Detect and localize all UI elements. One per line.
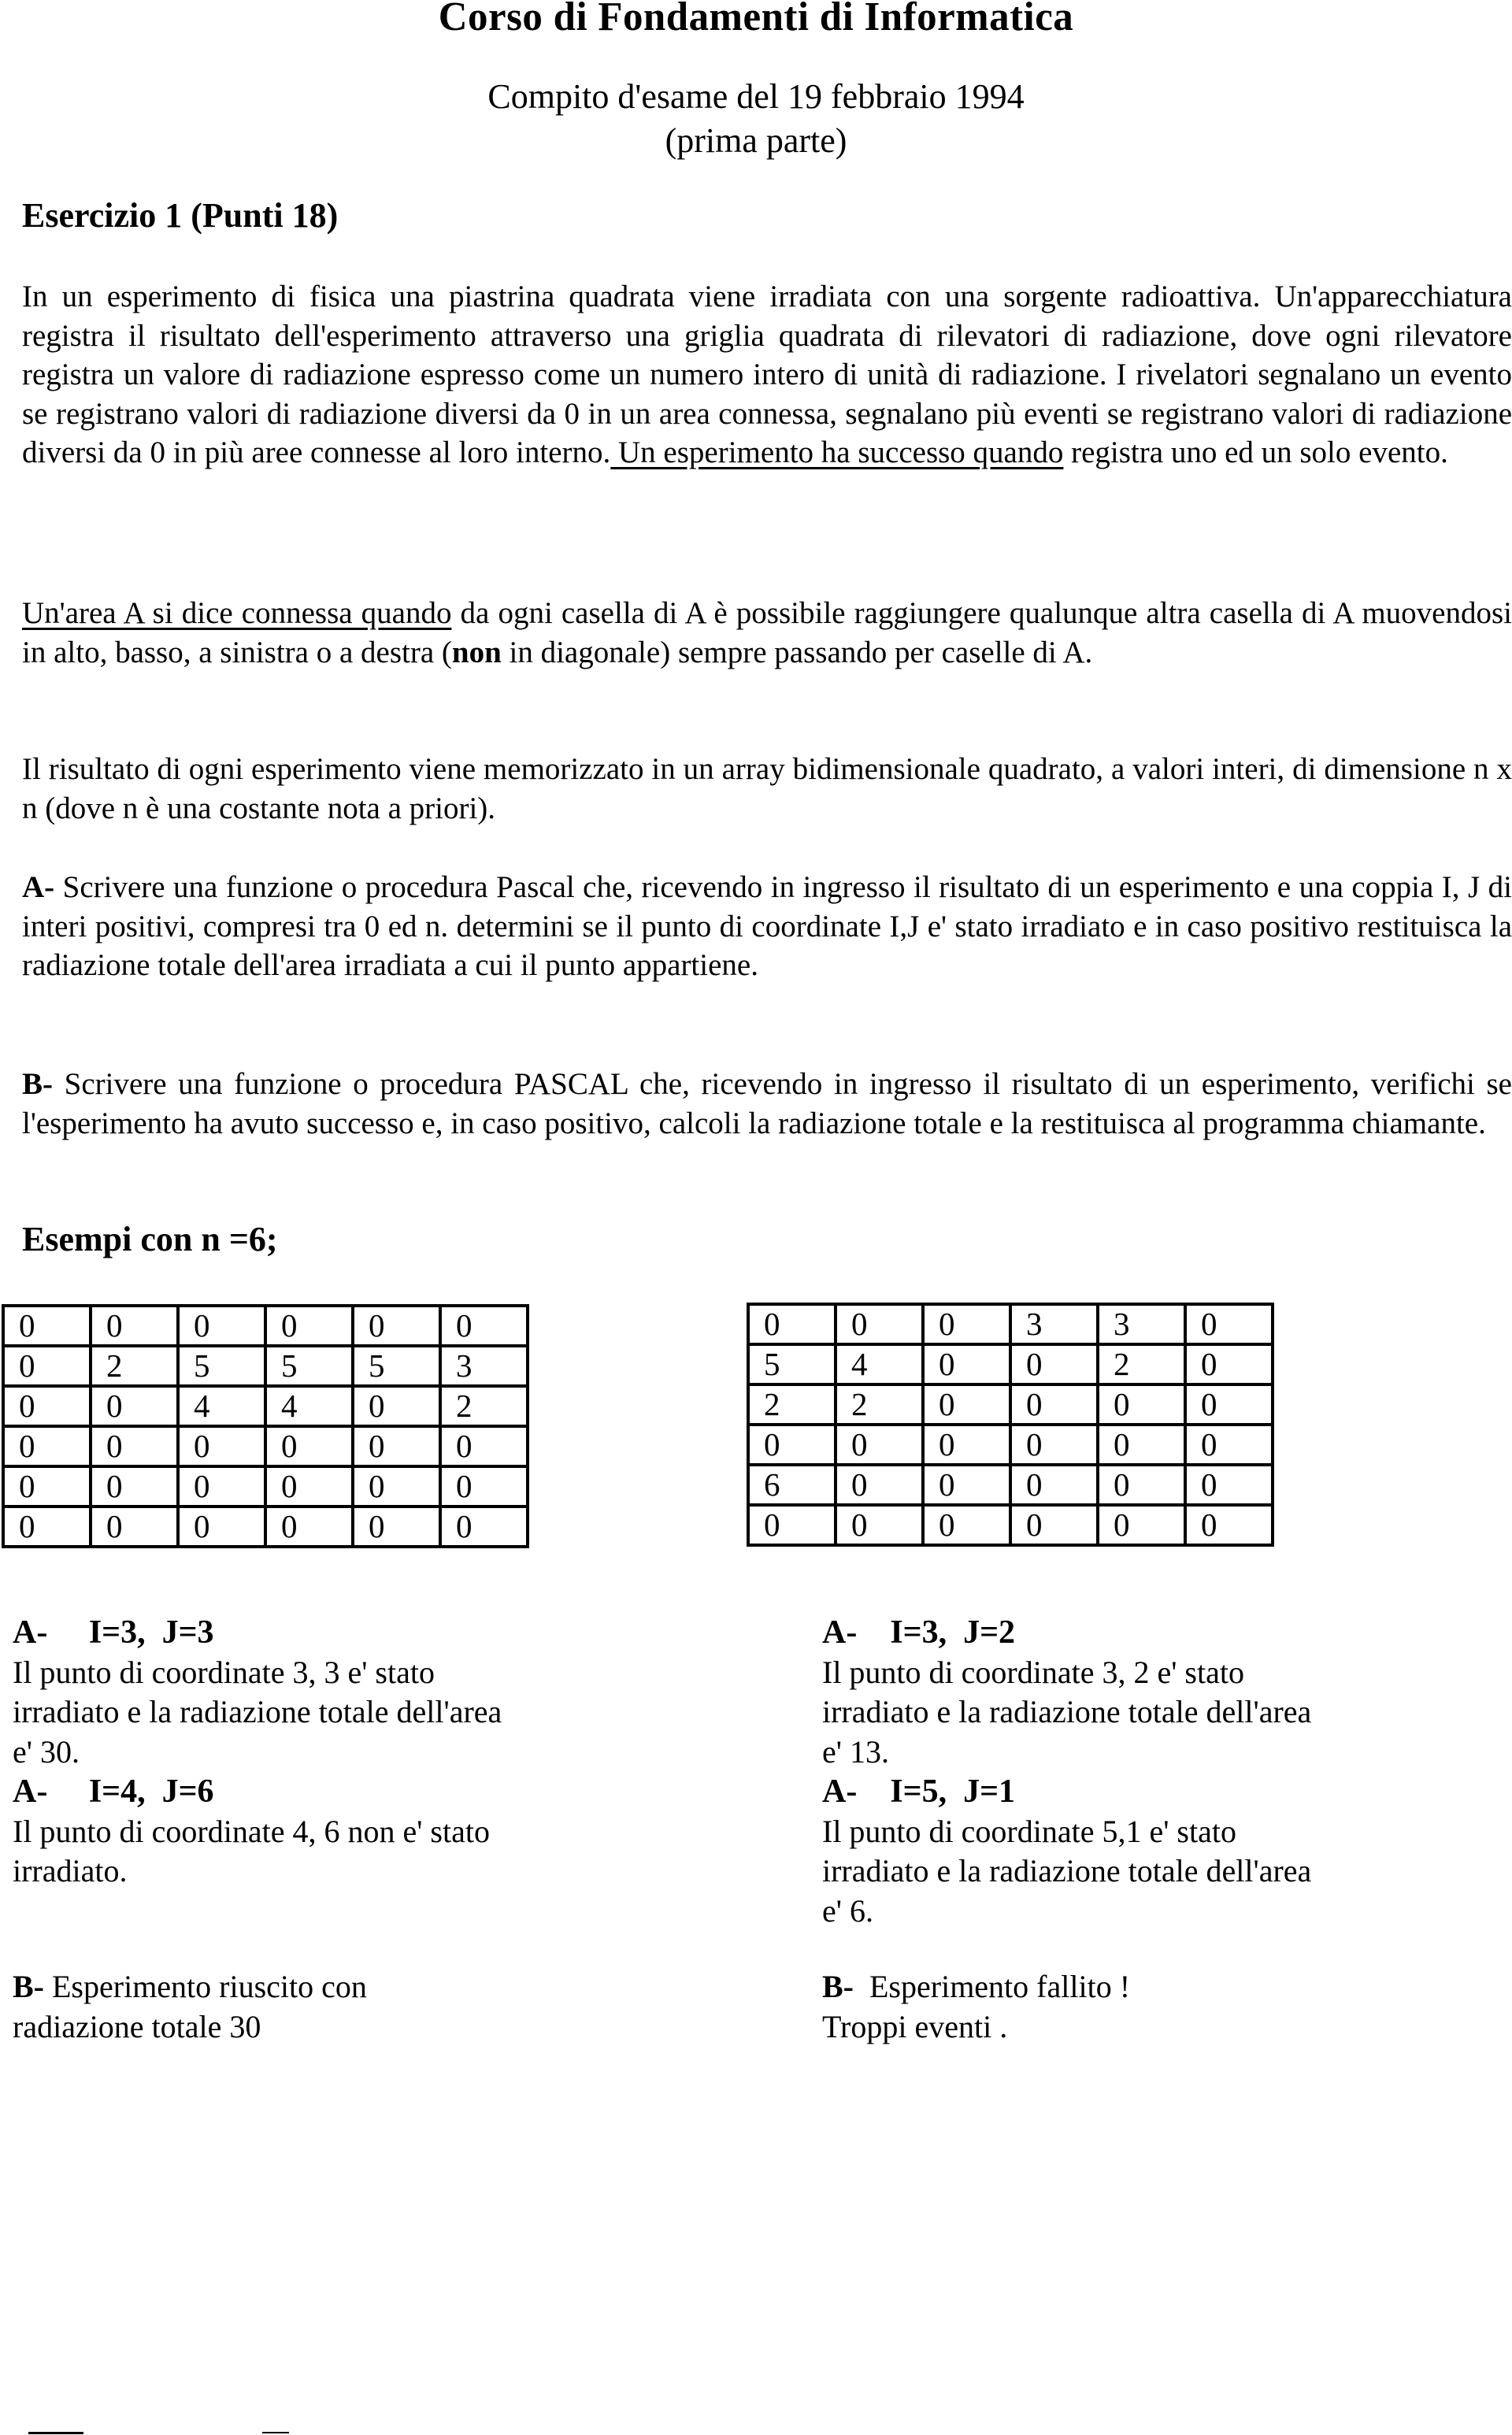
grid-cell: 3 <box>1010 1304 1098 1344</box>
grid-cell: 0 <box>748 1304 836 1344</box>
footer-rule-left <box>28 2432 83 2434</box>
grid-cell: 5 <box>748 1344 836 1384</box>
task-b-text: Scrivere una funzione o procedura PASCAL che, ricevendo in ingresso il risultato di un esperimento, verifichi se l'esperimento ha avuto successo e, in caso positivo, calcoli la radiazione totale e la restituisca al programma chiamante. <box>22 1067 1512 1140</box>
example-grid-right <box>747 1303 1274 1547</box>
grid-row <box>748 1465 1273 1505</box>
grid-cell: 0 <box>3 1346 91 1386</box>
grid-cell: 0 <box>1185 1384 1273 1425</box>
example-left-results <box>13 1613 706 1892</box>
example-right-b-label: B- <box>822 1969 854 2004</box>
document-title: Corso di Fondamenti di Informatica <box>438 0 1074 39</box>
grid-cell: 0 <box>3 1507 91 1547</box>
grid-cell: 0 <box>265 1466 353 1507</box>
grid-cell: 0 <box>3 1426 91 1466</box>
example-left-a1-header: A- I=3, J=3 <box>13 1614 214 1651</box>
grid-cell: 5 <box>265 1346 353 1386</box>
example-left-a1-line: e' 30. <box>13 1733 80 1770</box>
task-b-paragraph <box>22 1065 1512 1143</box>
example-right-b-text: Troppi eventi . <box>822 2008 1008 2044</box>
grid-cell: 0 <box>1098 1425 1185 1465</box>
grid-cell: 2 <box>748 1384 836 1425</box>
grid-cell: 0 <box>265 1426 353 1466</box>
grid-row <box>748 1505 1273 1545</box>
grid-cell: 3 <box>440 1346 528 1386</box>
grid-cell: 0 <box>748 1425 836 1465</box>
grid-cell: 0 <box>1010 1465 1098 1505</box>
example-right-a2-line: irradiato e la radiazione totale dell'area <box>822 1853 1312 1888</box>
grid-cell: 0 <box>1185 1505 1273 1545</box>
grid-cell: 0 <box>178 1466 265 1507</box>
example-left-b-result <box>13 1967 706 2047</box>
success-definition: Un esperimento ha successo quando <box>610 435 1064 469</box>
grid-cell: 0 <box>1098 1465 1185 1505</box>
grid-cell: 0 <box>265 1507 353 1547</box>
grid-cell: 0 <box>91 1426 178 1466</box>
grid-cell: 0 <box>836 1425 923 1465</box>
examples-heading: Esempi con n =6; <box>22 1220 278 1258</box>
grid-cell: 0 <box>178 1426 265 1466</box>
example-right-b-text: Esperimento fallito ! <box>854 1969 1131 2004</box>
example-right-b-result <box>822 1967 1499 2047</box>
grid-cell: 0 <box>1098 1505 1185 1545</box>
grid-cell: 0 <box>91 1507 178 1547</box>
grid-cell: 0 <box>1185 1304 1273 1344</box>
grid-cell: 0 <box>353 1306 440 1346</box>
example-left-a2-line: irradiato. <box>13 1853 128 1888</box>
example-right-a1-line: Il punto di coordinate 3, 2 e' stato <box>822 1654 1244 1690</box>
grid-row <box>748 1425 1273 1465</box>
grid-row <box>748 1344 1273 1384</box>
grid-cell: 4 <box>265 1386 353 1426</box>
example-left-a2-line: Il punto di coordinate 4, 6 non e' stato <box>13 1813 490 1849</box>
connected-term: Un'area A si dice connessa quando <box>22 596 452 630</box>
example-left-a2-header: A- I=4, J=6 <box>13 1773 214 1810</box>
grid-cell: 0 <box>1185 1425 1273 1465</box>
grid-cell: 0 <box>440 1466 528 1507</box>
grid-cell: 0 <box>1010 1344 1098 1384</box>
grid-cell: 0 <box>923 1304 1010 1344</box>
grid-row <box>3 1507 528 1547</box>
grid-cell: 0 <box>3 1306 91 1346</box>
grid-row <box>3 1386 528 1426</box>
grid-row <box>748 1384 1273 1425</box>
example-grid-left <box>2 1304 529 1548</box>
grid-cell: 0 <box>91 1386 178 1426</box>
grid-cell: 0 <box>836 1505 923 1545</box>
example-right-a1-header: A- I=3, J=2 <box>822 1614 1016 1651</box>
connected-text-end: in diagonale) sempre passando per caselle di A. <box>501 635 1093 669</box>
task-a-paragraph <box>22 868 1512 985</box>
grid-row <box>3 1426 528 1466</box>
grid-cell: 0 <box>923 1344 1010 1384</box>
grid-cell: 2 <box>836 1384 923 1425</box>
example-right-a2-line: e' 6. <box>822 1892 873 1929</box>
grid-cell: 2 <box>440 1386 528 1426</box>
grid-cell: 0 <box>265 1306 353 1346</box>
grid-row <box>748 1304 1273 1344</box>
grid-cell: 0 <box>1010 1425 1098 1465</box>
intro-paragraph <box>22 277 1512 473</box>
grid-cell: 0 <box>353 1466 440 1507</box>
grid-cell: 0 <box>923 1505 1010 1545</box>
connected-bold-non: non <box>451 635 502 669</box>
footer-rule-right <box>262 2432 289 2433</box>
exam-part: (prima parte) <box>665 121 847 160</box>
grid-cell: 0 <box>748 1505 836 1545</box>
grid-cell: 3 <box>1098 1304 1185 1344</box>
intro-text-end: registra uno ed un solo evento. <box>1063 435 1448 469</box>
example-right-a2-line: Il punto di coordinate 5,1 e' stato <box>822 1813 1236 1849</box>
grid-cell: 0 <box>1185 1465 1273 1505</box>
grid-cell: 4 <box>178 1386 265 1426</box>
example-right-results <box>822 1613 1499 1931</box>
grid-cell: 0 <box>91 1306 178 1346</box>
grid-cell: 0 <box>836 1465 923 1505</box>
grid-cell: 2 <box>91 1346 178 1386</box>
grid-cell: 0 <box>836 1304 923 1344</box>
grid-cell: 5 <box>353 1346 440 1386</box>
example-right-a2-header: A- I=5, J=1 <box>822 1773 1016 1810</box>
grid-cell: 0 <box>923 1465 1010 1505</box>
exercise-heading: Esercizio 1 (Punti 18) <box>22 196 339 235</box>
grid-cell: 0 <box>178 1507 265 1547</box>
grid-cell: 6 <box>748 1465 836 1505</box>
grid-cell: 5 <box>178 1346 265 1386</box>
grid-cell: 0 <box>440 1507 528 1547</box>
grid-cell: 2 <box>1098 1344 1185 1384</box>
task-a-label: A- <box>22 870 55 904</box>
grid-cell: 0 <box>440 1426 528 1466</box>
grid-row <box>3 1346 528 1386</box>
grid-cell: 0 <box>3 1466 91 1507</box>
grid-cell: 0 <box>1185 1344 1273 1384</box>
grid-cell: 0 <box>353 1426 440 1466</box>
grid-row <box>3 1466 528 1507</box>
intro-text: In un esperimento di fisica una piastrina quadrata viene irradiata con una sorgente radioattiva. Un'apparecchiatura registra il risultato dell'esperimento attraverso una griglia quadrata di rilevatori di radiazione, dove ogni rilevatore registra un valore di radiazione espresso come un numero intero di unità di radiazione. I rivelatori segnalano un evento se registrano valori di radiazione diversi da 0 in un area connessa, segnalano più eventi se registrano valori di radiazione diversi da 0 in più aree connesse al loro interno. <box>22 280 1512 469</box>
grid-row <box>3 1306 528 1346</box>
grid-cell: 0 <box>440 1306 528 1346</box>
example-right-a1-line: irradiato e la radiazione totale dell'area <box>822 1694 1312 1729</box>
grid-cell: 0 <box>923 1425 1010 1465</box>
example-right-a1-line: e' 13. <box>822 1733 889 1770</box>
grid-cell: 0 <box>1098 1384 1185 1425</box>
grid-cell: 0 <box>1010 1505 1098 1545</box>
grid-cell: 0 <box>91 1466 178 1507</box>
grid-cell: 0 <box>178 1306 265 1346</box>
example-left-a1-line: irradiato e la radiazione totale dell'area <box>13 1694 502 1729</box>
grid-cell: 0 <box>1010 1384 1098 1425</box>
grid-cell: 0 <box>923 1384 1010 1425</box>
grid-cell: 0 <box>3 1386 91 1426</box>
example-left-b-text: Esperimento riuscito con <box>44 1969 367 2004</box>
task-a-text: Scrivere una funzione o procedura Pascal che, ricevendo in ingresso il risultato di un esperimento e una coppia I, J di interi positivi, compresi tra 0 ed n. determini se il punto di coordinate I,J e' stato irradiato e in caso positivo restituisca la radiazione totale dell'area irradiata a cui il punto appartiene. <box>22 870 1512 982</box>
connected-text: da ogni casella di A è possibile raggiungere qualunque altra casella di A muovendosi in alto, basso, a sinistra o a destra ( <box>22 596 1512 669</box>
grid-cell: 4 <box>836 1344 923 1384</box>
example-left-b-text: radiazione totale 30 <box>13 2008 261 2044</box>
task-b-label: B- <box>22 1067 53 1101</box>
grid-cell: 0 <box>353 1386 440 1426</box>
connected-definition-paragraph <box>22 594 1512 672</box>
grid-cell: 0 <box>353 1507 440 1547</box>
example-left-b-label: B- <box>13 1969 44 2004</box>
exam-date: Compito d'esame del 19 febbraio 1994 <box>487 77 1025 116</box>
example-left-a1-line: Il punto di coordinate 3, 3 e' stato <box>13 1654 435 1690</box>
storage-paragraph: Il risultato di ogni esperimento viene memorizzato in un array bidimensionale quadrato, a valori interi, di dimensione n x n (dove n è una costante nota a priori). <box>22 752 1512 825</box>
